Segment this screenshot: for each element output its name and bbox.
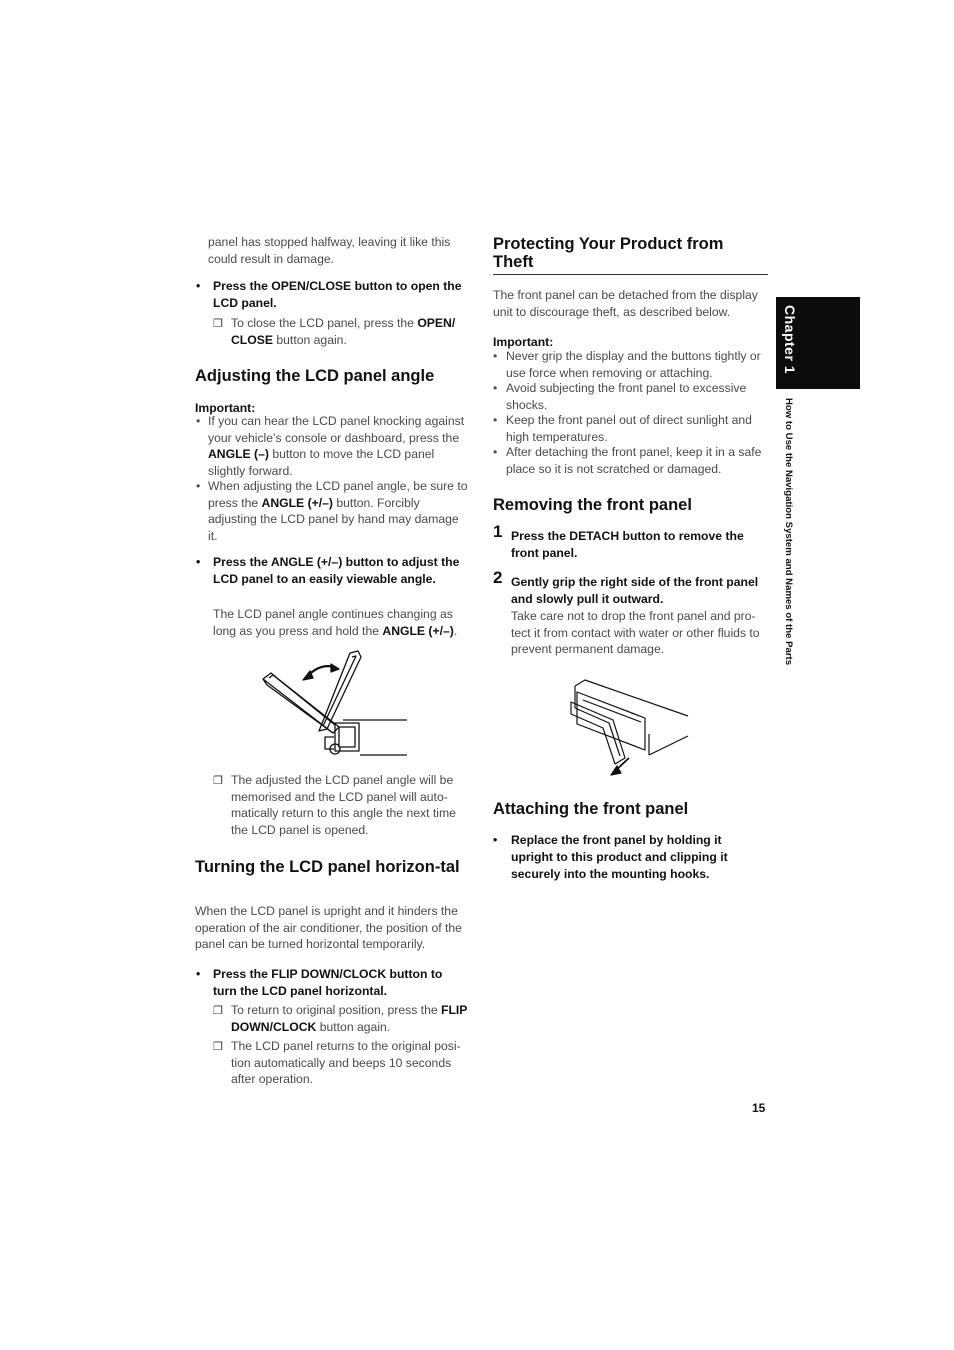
checkbox-note-icon: ❐ (213, 1041, 223, 1053)
open-close-note (213, 315, 471, 348)
desc-text: The LCD panel angle continues changing as long as you press and hold the (213, 607, 453, 638)
bullet-dot: • (196, 279, 201, 293)
note-text: To return to original position, press the (231, 1003, 442, 1017)
step-text: Gently grip the right side of the front panel and slowly pull it outward. (511, 575, 759, 606)
step-text: Press the (213, 555, 271, 569)
open-close-step (196, 278, 466, 312)
intro-paragraph: panel has stopped halfway, leaving it like this could result in damage. (208, 235, 451, 266)
theft-bullet-2 (493, 380, 768, 413)
bullet-text: When adjusting the LCD panel angle, be sure to press the (208, 479, 468, 510)
note-text: The adjusted the LCD panel angle will be memorised and the LCD panel will auto-matically return to this angle the next time the LCD panel is opened. (231, 773, 456, 837)
chapter-section-title: How to Use the Navigation System and Names of the Parts (783, 398, 794, 666)
slash: / (339, 967, 343, 981)
button-name: FLIP DOWN (231, 1003, 468, 1034)
note-text: button again. (316, 1019, 391, 1034)
desc-text: . (453, 623, 458, 638)
angle-step (196, 554, 466, 588)
theft-important-label: Important: (493, 335, 554, 349)
button-name: CLOSE (309, 279, 352, 293)
note-text: The LCD panel returns to the original posi-tion automatically and beeps 10 seconds after operation. (231, 1039, 461, 1087)
step-text: (+/–) button to adjust the LCD panel to an easily viewable angle. (213, 555, 460, 586)
angle-memory-note (213, 772, 471, 838)
attach-heading: Attaching the front panel (493, 800, 689, 818)
bullet-dot: • (196, 967, 201, 981)
step-text: Replace the front panel by holding it upright to this product and clipping it securely into the mounting hooks. (511, 833, 728, 881)
flip-step (196, 966, 466, 1000)
chapter-label: Chapter 1 (782, 305, 798, 375)
bullet-text: button. Forcibly adjusting the LCD panel by hand may damage it. (208, 495, 459, 543)
remove-step-1 (493, 522, 768, 562)
step-text: button to open the LCD panel. (213, 279, 462, 310)
bullet-dot: • (493, 381, 498, 395)
remove-heading: Removing the front panel (493, 496, 692, 514)
step-text: Press the (213, 279, 272, 293)
angle-important-label: Important: (195, 401, 256, 415)
checkbox-note-icon: ❐ (213, 1005, 223, 1017)
button-name: DETACH (569, 529, 620, 543)
bullet-text: After detaching the front panel, keep it in a safe place so it is not scratched or damaged. (506, 445, 762, 476)
flip-intro: When the LCD panel is upright and it hinders the operation of the air conditioner, the position of the panel can be turned horizontal temporarily. (195, 904, 462, 952)
bullet-dot: • (493, 445, 498, 459)
angle-important-bullet-1 (196, 413, 471, 479)
button-name: CLOSE (231, 332, 273, 347)
button-name: ANGLE (+/–) (261, 495, 333, 510)
step-text: Press the (511, 529, 570, 543)
angle-heading: Adjusting the LCD panel angle (195, 367, 435, 385)
bullet-dot: • (493, 413, 498, 427)
angle-step-description (213, 606, 475, 639)
note-text: To close the LCD panel, press the (231, 316, 418, 330)
page-number: 15 (752, 1101, 766, 1115)
bullet-dot: • (196, 555, 201, 569)
bullet-dot: • (196, 479, 201, 493)
attach-step (493, 832, 763, 883)
button-name: ANGLE (–) (208, 447, 269, 462)
lcd-angle-illustration (255, 645, 415, 760)
button-name: ANGLE (270, 555, 314, 569)
theft-heading: Protecting Your Product from Theft (493, 235, 724, 271)
step-text: button to turn the LCD panel horizontal. (213, 967, 443, 998)
step-text: button to remove the front panel. (511, 529, 744, 560)
checkbox-note-icon: ❐ (213, 775, 223, 787)
bullet-dot: • (493, 349, 498, 363)
flip-note-1 (213, 1002, 471, 1035)
bullet-text: If you can hear the LCD panel knocking against your vehicle’s console or dashboard, press the (208, 414, 465, 445)
bullet-text: button to move the LCD panel slightly forward. (208, 447, 435, 478)
button-name: OPEN/ (417, 316, 456, 330)
note-text: button again. (272, 332, 347, 347)
theft-bullet-4 (493, 444, 768, 477)
front-panel-removal-illustration (565, 678, 695, 778)
button-name: OPEN (271, 279, 306, 293)
checkbox-note-icon: ❐ (213, 318, 223, 330)
button-name: CLOCK (342, 967, 387, 981)
angle-important-bullet-2 (196, 478, 471, 544)
step-text: Press the (213, 967, 272, 981)
slash: / (305, 279, 310, 293)
theft-bullet-1 (493, 348, 768, 381)
flip-heading: Turning the LCD panel horizon-tal (195, 858, 460, 876)
bullet-text: Never grip the display and the buttons tightly or use force when removing or attaching. (506, 349, 761, 380)
button-name: ANGLE (+/–) (382, 623, 454, 638)
bullet-text: Avoid subjecting the front panel to excessive shocks. (506, 381, 747, 412)
remove-step-2-description: Take care not to drop the front panel and pro-tect it from contact with water or other fluids to prevent permanent damage. (511, 609, 760, 657)
bullet-dot: • (493, 833, 498, 847)
remove-step-2 (493, 568, 768, 608)
flip-note-2 (213, 1038, 471, 1088)
step-number: 1 (493, 522, 503, 541)
theft-bullet-3 (493, 412, 768, 445)
theft-intro: The front panel can be detached from the display unit to discourage theft, as described below. (493, 288, 758, 319)
step-number: 2 (493, 568, 503, 587)
button-name: FLIP DOWN (271, 967, 340, 981)
button-name: CLOCK (272, 1019, 317, 1034)
bullet-dot: • (196, 414, 201, 428)
theft-heading-rule (493, 274, 768, 275)
bullet-text: Keep the front panel out of direct sunlight and high temperatures. (506, 413, 752, 444)
slash: / (269, 1019, 273, 1034)
